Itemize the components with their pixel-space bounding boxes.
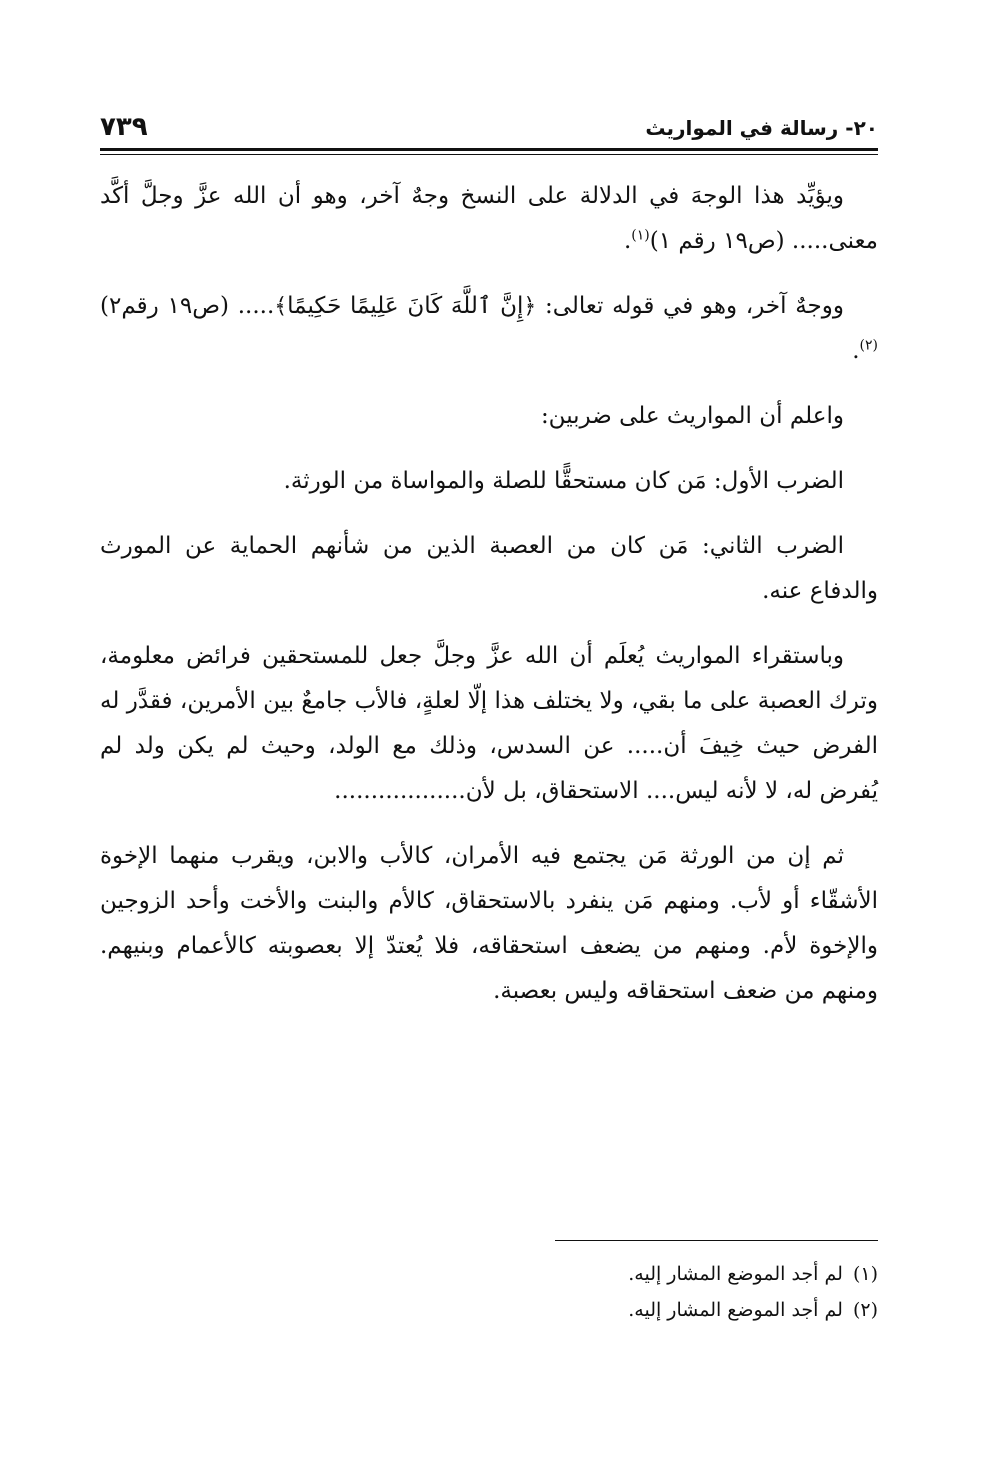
paragraph-7: ثم إن من الورثة مَن يجتمع فيه الأمران، كالأب والابن، ويقرب منهما الإخوة الأشقّاء أو لأب. ومنهم مَن ينفرد بالاستحقاق، كالأم والبنت والأخت وأحد الزوجين والإخوة لأم. ومنهم من يضعف استحقاقه، فلا يُعتدّ إلا بعصوبته كالأعمام وبنيهم. ومنهم من ضعف استحقاقه وليس بعصبة. bbox=[100, 843, 878, 1004]
header-rule-thin bbox=[100, 154, 878, 155]
paragraph-1-text: ويؤيِّد هذا الوجهَ في الدلالة على النسخ وجهٌ آخر، وهو أن الله عزَّ وجلَّ أكَّد معنى..... (ص١٩ رقم ١) bbox=[100, 183, 878, 254]
header-rule-thick bbox=[100, 148, 878, 151]
chapter-title: ٢٠- رسالة في المواريث bbox=[645, 116, 878, 140]
quran-open-brace: ﴿ bbox=[523, 294, 537, 319]
paragraph-2-before: ووجهٌ آخر، وهو في قوله تعالى: bbox=[536, 293, 844, 319]
footnote-ref-1[interactable]: (١) bbox=[631, 227, 650, 244]
footnote-ref-2[interactable]: (٢) bbox=[859, 337, 878, 354]
footnote-2-text: لم أجد الموضع المشار إليه. bbox=[628, 1299, 843, 1321]
page-number: ٧٣٩ bbox=[100, 112, 148, 142]
footnote-separator bbox=[555, 1240, 878, 1241]
book-page bbox=[100, 110, 878, 1410]
paragraph-5: الضرب الثاني: مَن كان من العصبة الذين من شأنهم الحماية عن المورث والدفاع عنه. bbox=[100, 533, 878, 604]
footnote-1 bbox=[100, 1256, 878, 1292]
paragraph-2-after: ..... (ص١٩ رقم٢) bbox=[100, 293, 275, 319]
paragraph-4: الضرب الأول: مَن كان مستحقًّا للصلة والمواساة من الورثة. bbox=[283, 468, 844, 494]
paragraph-2-end: . bbox=[852, 338, 860, 364]
main-text bbox=[100, 174, 878, 1034]
paragraph-6: وباستقراء المواريث يُعلَم أن الله عزَّ وجلَّ جعل للمستحقين فرائض معلومة، وترك العصبة على ما بقي، ولا يختلف هذا إلّا لعلةٍ، فالأب جامعٌ بين الأمرين، فقدَّر له الفرض حيث خِيفَ أن..... عن السدس، وذلك مع الولد، وحيث لم يكن ولد لم يُفرض له، لا لأنه ليس.... الاستحقاق، بل لأن.................. bbox=[100, 643, 878, 804]
quran-verse: إِنَّ ٱللَّهَ كَانَ عَلِيمًا حَكِيمًا bbox=[287, 293, 524, 319]
footnote-2-number: (٢) bbox=[852, 1299, 878, 1321]
paragraph-1-end: . bbox=[623, 228, 632, 254]
paragraph-1 bbox=[100, 174, 878, 264]
paragraph-2 bbox=[100, 284, 878, 374]
paragraph-3: واعلم أن المواريث على ضربين: bbox=[540, 403, 844, 429]
quran-close-brace: ﴾ bbox=[274, 294, 288, 319]
footnote-2 bbox=[100, 1292, 878, 1328]
footnote-1-text: لم أجد الموضع المشار إليه. bbox=[628, 1263, 843, 1285]
footnotes bbox=[100, 1256, 878, 1328]
page-header bbox=[100, 110, 878, 150]
footnote-1-number: (١) bbox=[852, 1263, 878, 1285]
